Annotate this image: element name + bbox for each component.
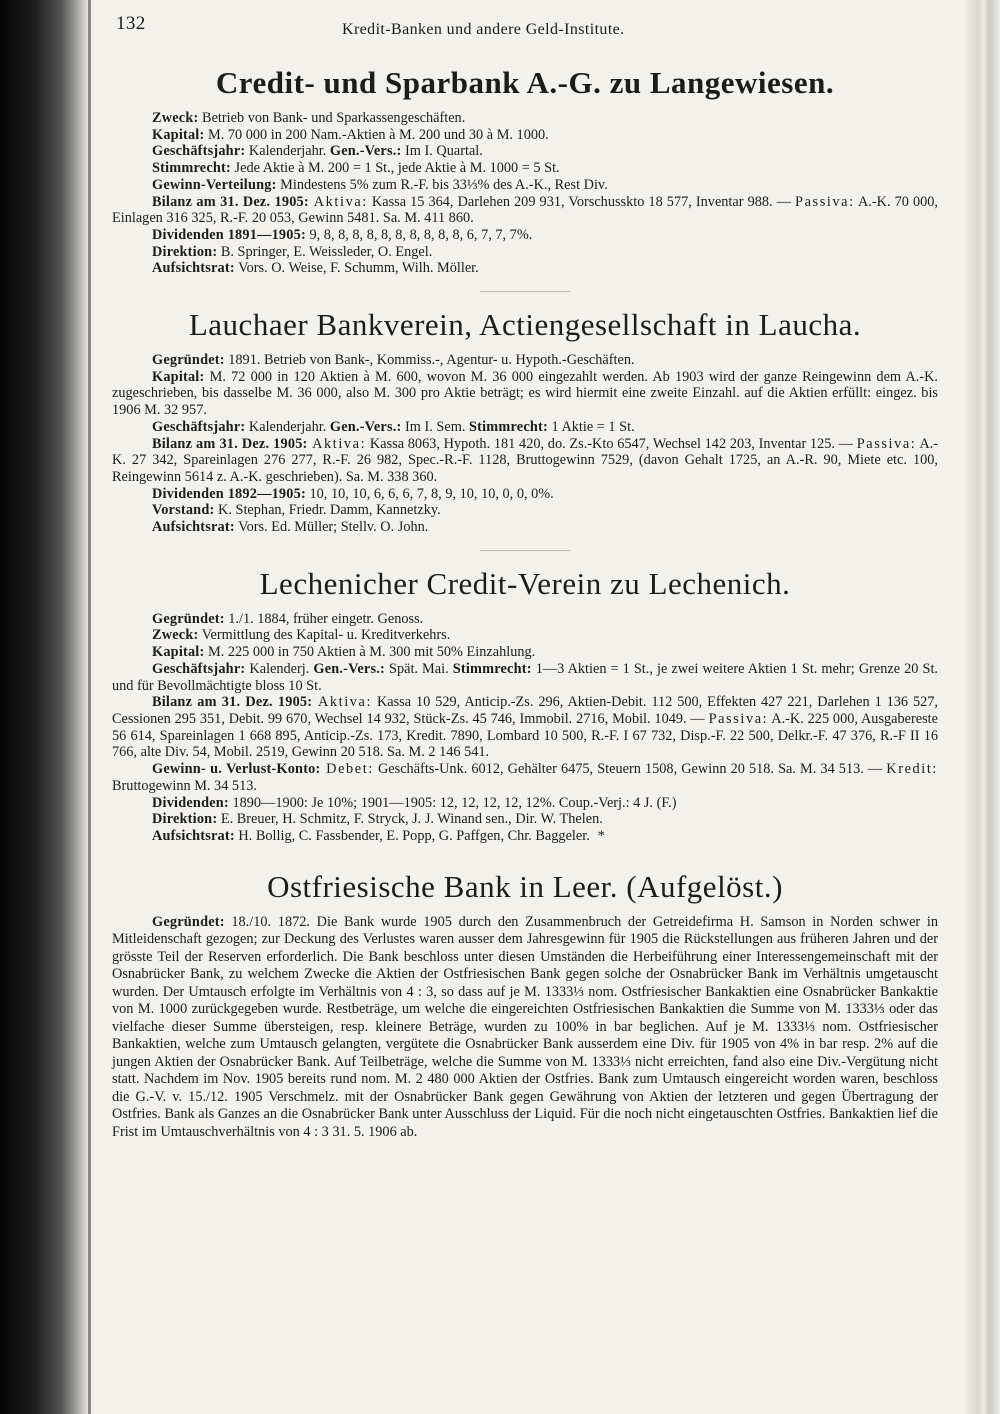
entry-stimmrecht: Stimmrecht: Jede Aktie à M. 200 = 1 St., jede Aktie à M. 1000 = 5 St. [152,160,560,177]
running-title: Kredit-Banken und andere Geld-Institute. [342,21,625,38]
entry-dividenden: Dividenden 1892—1905: 10, 10, 10, 6, 6, 6, 7, 8, 9, 10, 10, 0, 0, 0%. [152,485,554,502]
page-number: 132 [116,13,146,34]
entry-direktion: Direktion: B. Springer, E. Weissleder, O. Engel. [152,243,433,260]
section-title: Lechenicher Credit-Verein zu Lechenich. [259,565,791,601]
section-title: Lauchaer Bankverein, Actiengesellschaft in Laucha. [188,307,862,343]
entry-gegruendet: Gegründet: 1891. Betrieb von Bank-, Kommiss.-, Agentur- u. Hypoth.-Geschäften. [152,352,635,369]
gutter-line [88,0,91,1414]
section-title: Ostfriesische Bank in Leer. (Aufgelöst.) [267,868,783,904]
entry-dividenden: Dividenden: 1890—1900: Je 10%; 1901—1905: 12, 12, 12, 12, 12%. Coup.-Verj.: 4 J. (F.) [152,794,677,811]
entry-direktion: Direktion: E. Breuer, H. Schmitz, F. Stryck, J. J. Winand sen., Dir. W. Thelen. [152,811,603,828]
entry-aufsichtsrat: Aufsichtsrat: H. Bollig, C. Fassbender, E. Popp, G. Paffgen, Chr. Baggeler. * [152,827,605,844]
entry-kapital: Kapital: M. 72 000 in 120 Aktien à M. 600, wovon M. 36 000 eingezahlt werden. Ab 1903 wird der ganze Reingewinn dem A.-K. zugeschrieben, bis dasselbe M. 36 000, also M. 300 pro Aktie beträgt; es wird hiermit eine zweite Einzahl. auf die Aktien erfüllt: eingez. bis 1906 M. 32 957. [112,368,938,419]
section-lauchaer-bankverein [112,308,938,536]
entry-zweck: Zweck: Vermittlung des Kapital- u. Kreditverkehrs. [152,627,451,644]
entry-geschaeftsjahr: Geschäftsjahr: Kalenderj. Gen.-Vers.: Spät. Mai. Stimmrecht: 1—3 Aktien = 1 St., je zwei weitere Aktien 1 St. mehr; Grenze 20 St. und für Bevollmächtigte bloss 10 St. [112,660,938,694]
entry-gewinn-verlust-konto: Gewinn- u. Verlust-Konto: Debet: Geschäfts-Unk. 6012, Gehälter 6475, Steuern 1508, Gewinn 20 518. Sa. M. 34 513. — Kredit: Bruttogewinn M. 34 513. [112,761,938,794]
entry-geschaeftsjahr: Geschäftsjahr: Kalenderjahr. Gen.-Vers.: Im I. Quartal. [152,143,483,160]
entry-kapital: Kapital: M. 225 000 in 750 Aktien à M. 300 mit 50% Einzahlung. [152,644,536,661]
entry-bilanz: Bilanz am 31. Dez. 1905: Aktiva: Kassa 8063, Hypoth. 181 420, do. Zs.-Kto 6547, Wechsel 142 203, Inventar 125. — Passiva: A.-K. 27 342, Spareinlagen 276 277, R.-F. 26 982, Spec.-R.-F. 1128, Bruttogewinn 7529, (davon Gehalt 1725, an A.-R. 90, Miete etc. 100, Reingewinn 5614 z. A.-K. geschrieben). Sa. M. 338 360. [112,435,938,485]
document-page [112,12,938,1141]
entry-aufsichtsrat: Aufsichtsrat: Vors. O. Weise, F. Schumm, Wilh. Möller. [152,260,479,277]
entry-bilanz: Bilanz am 31. Dez. 1905: Aktiva: Kassa 15 364, Darlehen 209 931, Vorschusskto 18 577, Inventar 988. — Passiva: A.-K. 70 000, Einlagen 316 325, R.-F. 20 053, Gewinn 5481. Sa. M. 411 860. [112,193,938,227]
entry-zweck: Zweck: Betrieb von Bank- und Sparkassengeschäften. [152,110,466,126]
entry-gewinn-verteilung: Gewinn-Verteilung: Mindestens 5% zum R.-F. bis 33⅓% des A.-K., Rest Div. [152,176,608,193]
entry-kapital: Kapital: M. 70 000 in 200 Nam.-Aktien à M. 200 und 30 à M. 1000. [152,126,549,143]
entry-gegruendet: Gegründet: 18./10. 1872. Die Bank wurde 1905 durch den Zusammenbruch der Getreidefirma H. Samson in Norden schwer in Mitleidenschaft gezogen; zur Deckung des Verlustes waren ausser dem Jahresgewinn für 1905 die Rückstellungen aus früheren Jahren und der grösste Teil der Reserven erforderlich. Die Bank beschloss unter diesen Umständen die Herbeiführung einer Interessengemeinschaft mit der Osnabrücker Bank, zu welchem Zwecke die Aktien der Ostfriesischen Bank gegen solche der Osnabrücker Bank im Verhältnis umgetauscht wurden. Der Umtausch erfolgte im Verhältnis von 4 : 3, so dass auf je M. 1333⅓ nom. Ostfriesischer Bankaktien eine Osnabrücker Bankaktie von M. 1000 zurückgegeben wurde. Restbeträge, um welche die eingereichten Ostfriesischen Bankaktien die Summe von M. 1333⅓ oder das vielfache dieser Summe übersteigen, resp. kleinere Beträge, wurden zu 100% in bar beglichen. Auf je M. 1333⅓ nom. Ostfriesischer Bankaktien, welche zum Umtausch gelangten, vergütete die Osnabrücker Bank ausserdem eine Div. für 1905 von 4% in bar resp. 2% auf die jungen Aktien der Osnabrücker Bank. Auf Teilbeträge, welche die Summe von M. 1333⅓ nicht erreichten, fand also eine Div.-Vergütung nicht statt. Nachdem im Nov. 1905 bereits rund nom. M. 2 480 000 Aktien der Ostfries. Bank zum Umtausch eingereicht worden waren, beschloss die G.-V. v. 15./12. 1905 Verschmelz. mit der Osnabrücker Bank gegen Gewährung von Aktien der letzteren und gegen Übertragung der Ostfries. Bank als Ganzes an die Osnabrücker Bank unter Ausschluss der Liquid. Für die noch nicht eingetauschten Ostfries. Bankaktien lief die Frist im Umtauschverhältnis von 4 : 3 31. 5. 1906 ab. [112,913,938,1140]
entry-dividenden: Dividenden 1891—1905: 9, 8, 8, 8, 8, 8, 8, 8, 8, 8, 8, 6, 7, 7, 7%. [152,226,533,243]
page-header [112,12,938,38]
page-edge [964,0,1000,1414]
section-title: Credit- und Sparbank A.-G. zu Langewiesen. [215,65,835,100]
entry-geschaeftsjahr: Geschäftsjahr: Kalenderjahr. Gen.-Vers.: Im I. Sem. Stimmrecht: 1 Aktie = 1 St. [152,418,635,435]
entry-vorstand: Vorstand: K. Stephan, Friedr. Damm, Kannetzky. [152,502,441,519]
section-credit-sparbank-langewiesen [112,66,938,277]
book-spine-shadow [0,0,88,1414]
section-ostfriesische-bank [112,870,938,1142]
section-lechenicher-credit-verein [112,567,938,845]
section-divider [480,550,570,551]
entry-aufsichtsrat: Aufsichtsrat: Vors. Ed. Müller; Stellv. O. John. [152,519,429,536]
footnote-marker: * [597,827,605,844]
entry-bilanz: Bilanz am 31. Dez. 1905: Aktiva: Kassa 10 529, Anticip.-Zs. 296, Aktien-Debit. 112 500, Effekten 427 221, Darlehen 1 136 527, Cessionen 295 351, Debit. 99 670, Wechsel 14 932, Stück-Zs. 45 746, Immobil. 2716, Mobil. 1049. — Passiva: A.-K. 225 000, Ausgabereste 56 614, Spareinlagen 1 668 895, Anticip.-Zs. 173, Kredit. 7890, Lombard 10 500, R.-F. I 67 732, Disp.-F. 22 500, Delkr.-F. 47 376, R.-F II 16 766, alte Div. 54, Mobil. 2519, Gewinn 20 518. Sa. M. 2 146 541. [112,694,938,761]
entry-gegruendet: Gegründet: 1./1. 1884, früher eingetr. Genoss. [152,610,424,627]
section-divider [480,291,570,292]
section-divider [480,855,570,856]
